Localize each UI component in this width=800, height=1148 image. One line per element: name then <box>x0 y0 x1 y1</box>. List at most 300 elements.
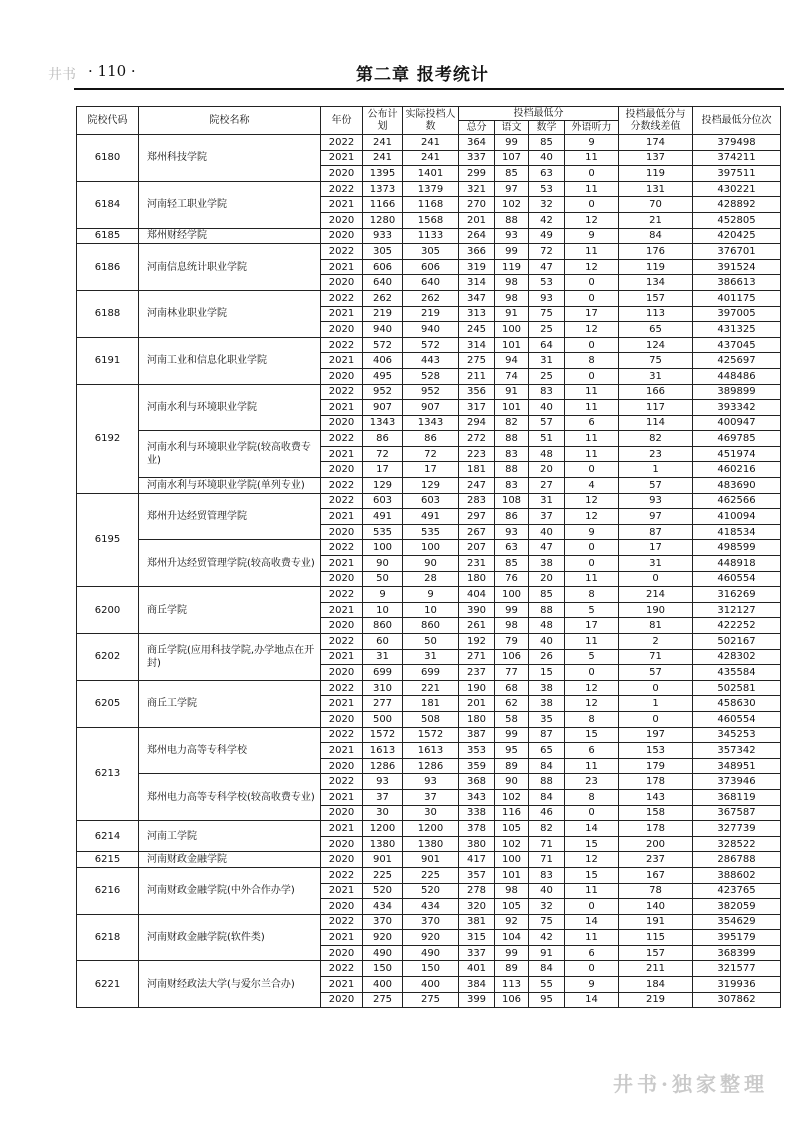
cell-year: 2022 <box>321 961 363 977</box>
cell-year: 2021 <box>321 977 363 993</box>
cell-math: 85 <box>529 135 565 151</box>
cell-total: 207 <box>459 540 495 556</box>
cell-actual: 305 <box>403 244 459 260</box>
cell-chinese: 102 <box>495 789 529 805</box>
cell-actual: 490 <box>403 945 459 961</box>
col-header-foreign: 外语听力 <box>565 121 619 135</box>
col-header-total: 总分 <box>459 121 495 135</box>
cell-diff: 1 <box>619 696 693 712</box>
cell-diff: 134 <box>619 275 693 291</box>
cell-actual: 241 <box>403 150 459 166</box>
cell-rank: 376701 <box>693 244 781 260</box>
cell-math: 63 <box>529 166 565 182</box>
cell-math: 47 <box>529 540 565 556</box>
cell-foreign: 11 <box>565 758 619 774</box>
cell-plan: 1286 <box>363 758 403 774</box>
cell-year: 2022 <box>321 634 363 650</box>
cell-chinese: 88 <box>495 462 529 478</box>
cell-actual: 150 <box>403 961 459 977</box>
col-header-code: 院校代码 <box>77 107 139 135</box>
cell-year: 2020 <box>321 571 363 587</box>
cell-math: 32 <box>529 899 565 915</box>
cell-year: 2022 <box>321 244 363 260</box>
cell-math: 38 <box>529 680 565 696</box>
page-header <box>0 52 800 92</box>
cell-foreign: 11 <box>565 634 619 650</box>
table-row <box>77 431 781 447</box>
cell-foreign: 12 <box>565 322 619 338</box>
cell-total: 356 <box>459 384 495 400</box>
cell-year: 2022 <box>321 727 363 743</box>
cell-rank: 428892 <box>693 197 781 213</box>
cell-foreign: 0 <box>565 337 619 353</box>
cell-actual: 603 <box>403 493 459 509</box>
cell-actual: 31 <box>403 649 459 665</box>
cell-foreign: 15 <box>565 867 619 883</box>
cell-rank: 437045 <box>693 337 781 353</box>
cell-total: 357 <box>459 867 495 883</box>
cell-actual: 1168 <box>403 197 459 213</box>
cell-year: 2020 <box>321 524 363 540</box>
cell-rank: 321577 <box>693 961 781 977</box>
cell-actual: 241 <box>403 135 459 151</box>
table-row <box>77 680 781 696</box>
cell-year: 2020 <box>321 368 363 384</box>
institution-code: 6180 <box>77 135 139 182</box>
cell-chinese: 97 <box>495 181 529 197</box>
cell-rank: 379498 <box>693 135 781 151</box>
cell-diff: 82 <box>619 431 693 447</box>
cell-year: 2021 <box>321 150 363 166</box>
cell-diff: 2 <box>619 634 693 650</box>
cell-rank: 307862 <box>693 992 781 1008</box>
cell-foreign: 12 <box>565 259 619 275</box>
cell-actual: 920 <box>403 930 459 946</box>
cell-year: 2021 <box>321 821 363 837</box>
cell-rank: 448486 <box>693 368 781 384</box>
cell-total: 190 <box>459 680 495 696</box>
cell-total: 317 <box>459 400 495 416</box>
cell-plan: 1200 <box>363 821 403 837</box>
cell-actual: 370 <box>403 914 459 930</box>
cell-plan: 129 <box>363 478 403 494</box>
cell-math: 57 <box>529 415 565 431</box>
cell-actual: 1380 <box>403 836 459 852</box>
cell-math: 72 <box>529 244 565 260</box>
cell-diff: 131 <box>619 181 693 197</box>
institution-name: 郑州升达经贸管理学院 <box>139 493 321 540</box>
cell-rank: 393342 <box>693 400 781 416</box>
cell-foreign: 15 <box>565 727 619 743</box>
cell-foreign: 0 <box>565 166 619 182</box>
footer-watermark: 井书·独家整理 <box>613 1072 768 1096</box>
cell-rank: 373946 <box>693 774 781 790</box>
cell-foreign: 0 <box>565 961 619 977</box>
cell-plan: 500 <box>363 711 403 727</box>
cell-foreign: 9 <box>565 135 619 151</box>
cell-total: 401 <box>459 961 495 977</box>
cell-rank: 312127 <box>693 602 781 618</box>
cell-diff: 23 <box>619 446 693 462</box>
cell-foreign: 11 <box>565 930 619 946</box>
cell-diff: 1 <box>619 462 693 478</box>
cell-chinese: 99 <box>495 135 529 151</box>
cell-plan: 310 <box>363 680 403 696</box>
cell-actual: 907 <box>403 400 459 416</box>
cell-chinese: 85 <box>495 556 529 572</box>
cell-chinese: 85 <box>495 166 529 182</box>
cell-plan: 90 <box>363 556 403 572</box>
cell-plan: 535 <box>363 524 403 540</box>
cell-math: 65 <box>529 743 565 759</box>
institution-name: 河南林业职业学院 <box>139 290 321 337</box>
table-row <box>77 961 781 977</box>
cell-chinese: 58 <box>495 711 529 727</box>
table-row <box>77 587 781 603</box>
cell-actual: 860 <box>403 618 459 634</box>
cell-diff: 97 <box>619 509 693 525</box>
cell-foreign: 11 <box>565 883 619 899</box>
cell-year: 2021 <box>321 649 363 665</box>
cell-math: 55 <box>529 977 565 993</box>
cell-foreign: 6 <box>565 743 619 759</box>
cell-actual: 72 <box>403 446 459 462</box>
cell-total: 353 <box>459 743 495 759</box>
cell-year: 2021 <box>321 306 363 322</box>
cell-math: 40 <box>529 524 565 540</box>
cell-chinese: 102 <box>495 197 529 213</box>
cell-year: 2022 <box>321 914 363 930</box>
cell-chinese: 91 <box>495 384 529 400</box>
cell-total: 390 <box>459 602 495 618</box>
cell-total: 278 <box>459 883 495 899</box>
institution-name: 河南财政金融学院(中外合作办学) <box>139 867 321 914</box>
table-row <box>77 540 781 556</box>
cell-math: 42 <box>529 930 565 946</box>
cell-rank: 348951 <box>693 758 781 774</box>
institution-code: 6186 <box>77 244 139 291</box>
cell-rank: 422252 <box>693 618 781 634</box>
cell-diff: 184 <box>619 977 693 993</box>
cell-plan: 9 <box>363 587 403 603</box>
cell-plan: 901 <box>363 852 403 868</box>
cell-actual: 508 <box>403 711 459 727</box>
cell-total: 337 <box>459 150 495 166</box>
cell-rank: 400947 <box>693 415 781 431</box>
cell-total: 417 <box>459 852 495 868</box>
cell-diff: 140 <box>619 899 693 915</box>
cell-plan: 400 <box>363 977 403 993</box>
cell-math: 40 <box>529 883 565 899</box>
cell-actual: 50 <box>403 634 459 650</box>
cell-plan: 17 <box>363 462 403 478</box>
cell-chinese: 89 <box>495 758 529 774</box>
cell-rank: 286788 <box>693 852 781 868</box>
cell-actual: 528 <box>403 368 459 384</box>
cell-plan: 86 <box>363 431 403 447</box>
cell-actual: 129 <box>403 478 459 494</box>
cell-foreign: 0 <box>565 368 619 384</box>
col-header-min-score: 投档最低分 <box>459 107 619 121</box>
cell-math: 84 <box>529 789 565 805</box>
cell-actual: 219 <box>403 306 459 322</box>
cell-chinese: 106 <box>495 649 529 665</box>
cell-total: 211 <box>459 368 495 384</box>
table-row <box>77 867 781 883</box>
cell-diff: 78 <box>619 883 693 899</box>
cell-plan: 920 <box>363 930 403 946</box>
cell-plan: 640 <box>363 275 403 291</box>
cell-rank: 460554 <box>693 571 781 587</box>
cell-math: 20 <box>529 571 565 587</box>
cell-diff: 57 <box>619 665 693 681</box>
cell-diff: 167 <box>619 867 693 883</box>
institution-code: 6202 <box>77 634 139 681</box>
cell-year: 2021 <box>321 353 363 369</box>
cell-math: 75 <box>529 306 565 322</box>
cell-rank: 328522 <box>693 836 781 852</box>
cell-actual: 30 <box>403 805 459 821</box>
cell-math: 38 <box>529 696 565 712</box>
institution-name: 郑州财经学院 <box>139 228 321 244</box>
cell-math: 53 <box>529 275 565 291</box>
cell-year: 2022 <box>321 181 363 197</box>
cell-plan: 434 <box>363 899 403 915</box>
cell-chinese: 105 <box>495 899 529 915</box>
cell-diff: 153 <box>619 743 693 759</box>
cell-plan: 1395 <box>363 166 403 182</box>
cell-math: 38 <box>529 556 565 572</box>
cell-plan: 952 <box>363 384 403 400</box>
cell-year: 2020 <box>321 945 363 961</box>
cell-actual: 1568 <box>403 212 459 228</box>
cell-foreign: 12 <box>565 696 619 712</box>
cell-plan: 406 <box>363 353 403 369</box>
cell-actual: 443 <box>403 353 459 369</box>
cell-diff: 81 <box>619 618 693 634</box>
cell-chinese: 92 <box>495 914 529 930</box>
cell-total: 272 <box>459 431 495 447</box>
cell-diff: 124 <box>619 337 693 353</box>
cell-diff: 176 <box>619 244 693 260</box>
cell-foreign: 14 <box>565 821 619 837</box>
cell-foreign: 8 <box>565 711 619 727</box>
cell-total: 192 <box>459 634 495 650</box>
table-row <box>77 228 781 244</box>
cell-diff: 31 <box>619 556 693 572</box>
cell-year: 2020 <box>321 899 363 915</box>
cell-foreign: 11 <box>565 431 619 447</box>
cell-foreign: 12 <box>565 212 619 228</box>
cell-chinese: 101 <box>495 400 529 416</box>
cell-year: 2022 <box>321 587 363 603</box>
cell-actual: 181 <box>403 696 459 712</box>
cell-year: 2020 <box>321 992 363 1008</box>
cell-chinese: 91 <box>495 306 529 322</box>
cell-plan: 1373 <box>363 181 403 197</box>
cell-chinese: 119 <box>495 259 529 275</box>
cell-actual: 491 <box>403 509 459 525</box>
cell-plan: 72 <box>363 446 403 462</box>
cell-actual: 221 <box>403 680 459 696</box>
cell-math: 83 <box>529 867 565 883</box>
cell-math: 47 <box>529 259 565 275</box>
cell-foreign: 5 <box>565 602 619 618</box>
cell-math: 42 <box>529 212 565 228</box>
cell-math: 46 <box>529 805 565 821</box>
institution-name: 河南信息统计职业学院 <box>139 244 321 291</box>
cell-plan: 10 <box>363 602 403 618</box>
cell-rank: 452805 <box>693 212 781 228</box>
institution-code: 6188 <box>77 290 139 337</box>
cell-math: 83 <box>529 384 565 400</box>
cell-chinese: 106 <box>495 992 529 1008</box>
cell-year: 2020 <box>321 322 363 338</box>
col-header-math: 数学 <box>529 121 565 135</box>
institution-code: 6192 <box>77 384 139 493</box>
cell-chinese: 88 <box>495 212 529 228</box>
cell-rank: 374211 <box>693 150 781 166</box>
cell-total: 404 <box>459 587 495 603</box>
cell-diff: 200 <box>619 836 693 852</box>
cell-foreign: 14 <box>565 992 619 1008</box>
cell-actual: 1133 <box>403 228 459 244</box>
cell-diff: 0 <box>619 571 693 587</box>
cell-chinese: 101 <box>495 867 529 883</box>
cell-actual: 225 <box>403 867 459 883</box>
cell-diff: 179 <box>619 758 693 774</box>
cell-year: 2022 <box>321 135 363 151</box>
table-row <box>77 821 781 837</box>
cell-actual: 28 <box>403 571 459 587</box>
cell-plan: 305 <box>363 244 403 260</box>
cell-foreign: 11 <box>565 181 619 197</box>
cell-math: 31 <box>529 493 565 509</box>
cell-foreign: 0 <box>565 275 619 291</box>
table-row <box>77 478 781 494</box>
col-header-diff: 投档最低分与分数线差值 <box>619 107 693 135</box>
cell-rank: 469785 <box>693 431 781 447</box>
cell-chinese: 100 <box>495 322 529 338</box>
cell-year: 2022 <box>321 337 363 353</box>
cell-math: 40 <box>529 150 565 166</box>
cell-diff: 31 <box>619 368 693 384</box>
cell-rank: 397511 <box>693 166 781 182</box>
cell-rank: 431325 <box>693 322 781 338</box>
cell-year: 2022 <box>321 384 363 400</box>
col-header-rank: 投档最低分位次 <box>693 107 781 135</box>
institution-code: 6195 <box>77 493 139 587</box>
cell-chinese: 76 <box>495 571 529 587</box>
cell-rank: 386613 <box>693 275 781 291</box>
institution-name: 商丘工学院 <box>139 680 321 727</box>
cell-year: 2020 <box>321 665 363 681</box>
cell-chinese: 89 <box>495 961 529 977</box>
cell-rank: 368399 <box>693 945 781 961</box>
cell-plan: 1343 <box>363 415 403 431</box>
cell-chinese: 100 <box>495 587 529 603</box>
cell-math: 71 <box>529 852 565 868</box>
cell-diff: 17 <box>619 540 693 556</box>
cell-total: 283 <box>459 493 495 509</box>
cell-plan: 495 <box>363 368 403 384</box>
cell-foreign: 12 <box>565 852 619 868</box>
cell-plan: 50 <box>363 571 403 587</box>
cell-actual: 100 <box>403 540 459 556</box>
cell-total: 321 <box>459 181 495 197</box>
institution-name: 河南水利与环境职业学院 <box>139 384 321 431</box>
cell-year: 2020 <box>321 805 363 821</box>
institution-code: 6200 <box>77 587 139 634</box>
cell-total: 378 <box>459 821 495 837</box>
institution-code: 6213 <box>77 727 139 821</box>
cell-diff: 178 <box>619 774 693 790</box>
institution-name: 河南工业和信息化职业学院 <box>139 337 321 384</box>
cell-foreign: 0 <box>565 899 619 915</box>
cell-year: 2022 <box>321 431 363 447</box>
cell-rank: 460216 <box>693 462 781 478</box>
cell-total: 380 <box>459 836 495 852</box>
cell-foreign: 0 <box>565 540 619 556</box>
cell-chinese: 93 <box>495 524 529 540</box>
cell-foreign: 12 <box>565 493 619 509</box>
cell-rank: 345253 <box>693 727 781 743</box>
cell-year: 2022 <box>321 478 363 494</box>
cell-foreign: 4 <box>565 478 619 494</box>
cell-total: 223 <box>459 446 495 462</box>
cell-math: 87 <box>529 727 565 743</box>
cell-foreign: 17 <box>565 618 619 634</box>
cell-diff: 65 <box>619 322 693 338</box>
cell-total: 315 <box>459 930 495 946</box>
cell-rank: 382059 <box>693 899 781 915</box>
cell-foreign: 11 <box>565 244 619 260</box>
cell-chinese: 83 <box>495 446 529 462</box>
cell-rank: 423765 <box>693 883 781 899</box>
cell-actual: 520 <box>403 883 459 899</box>
cell-year: 2020 <box>321 758 363 774</box>
cell-plan: 1572 <box>363 727 403 743</box>
cell-year: 2021 <box>321 259 363 275</box>
cell-diff: 190 <box>619 602 693 618</box>
cell-total: 267 <box>459 524 495 540</box>
cell-rank: 428302 <box>693 649 781 665</box>
cell-diff: 211 <box>619 961 693 977</box>
cell-actual: 434 <box>403 899 459 915</box>
table-row <box>77 493 781 509</box>
cell-diff: 93 <box>619 493 693 509</box>
cell-year: 2021 <box>321 400 363 416</box>
cell-math: 49 <box>529 228 565 244</box>
institution-name: 商丘学院 <box>139 587 321 634</box>
cell-rank: 498599 <box>693 540 781 556</box>
cell-year: 2022 <box>321 774 363 790</box>
col-header-actual: 实际投档人数 <box>403 107 459 135</box>
corner-mark: 井书 <box>48 67 76 83</box>
cell-math: 20 <box>529 462 565 478</box>
cell-rank: 327739 <box>693 821 781 837</box>
chapter-title: 第二章 报考统计 <box>356 65 489 85</box>
cell-rank: 483690 <box>693 478 781 494</box>
cell-total: 368 <box>459 774 495 790</box>
cell-chinese: 98 <box>495 275 529 291</box>
cell-diff: 137 <box>619 150 693 166</box>
cell-total: 261 <box>459 618 495 634</box>
cell-total: 364 <box>459 135 495 151</box>
cell-diff: 0 <box>619 680 693 696</box>
cell-total: 237 <box>459 665 495 681</box>
cell-plan: 100 <box>363 540 403 556</box>
